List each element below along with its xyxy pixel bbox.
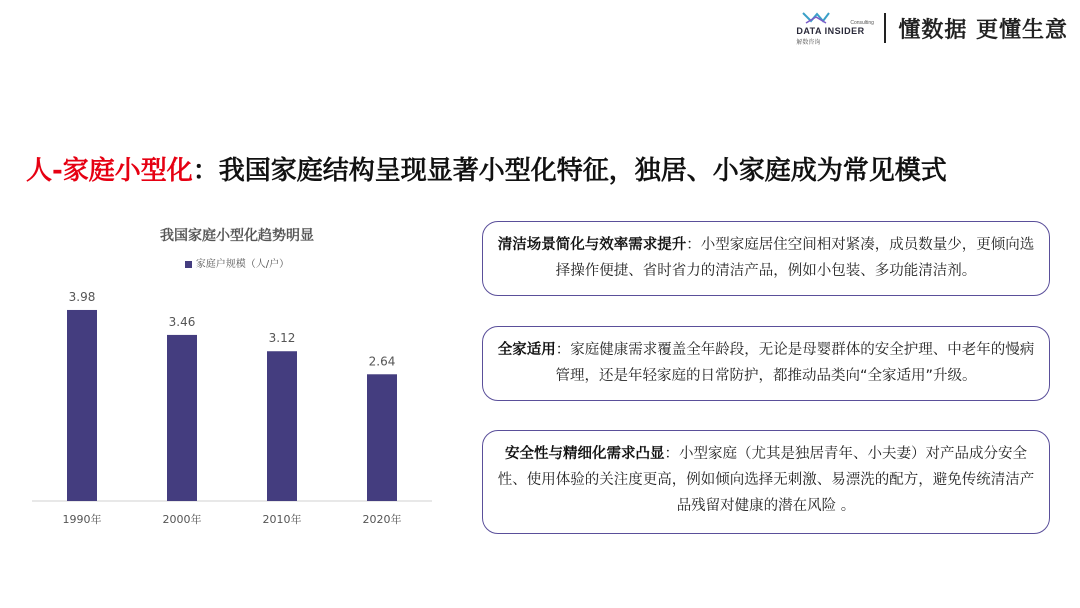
page-headline	[26, 150, 947, 187]
brand-header	[796, 8, 1068, 48]
bar	[167, 335, 197, 501]
headline-text: ：我国家庭结构呈现显著小型化特征，独居、小家庭成为常见模式	[192, 156, 947, 186]
x-tick-label: 2020年	[362, 513, 402, 526]
bar-chart	[32, 215, 442, 535]
bar-value-label: 2.64	[368, 354, 396, 369]
chart-title: 我国家庭小型化趋势明显	[160, 228, 314, 244]
logo-mark-icon	[802, 11, 830, 25]
chart-plot-area	[32, 215, 442, 535]
x-tick-label: 2000年	[162, 513, 202, 526]
card-body: ：家庭健康需求覆盖全年龄段，无论是母婴群体的安全护理、中老年的慢病管理，还是年轻家庭的日常防护，都推动品类向“全家适用”升级。	[555, 342, 1035, 384]
logo-subtext: 解数咨询	[796, 39, 821, 46]
bar-value-label: 3.98	[68, 289, 96, 304]
bar	[267, 351, 297, 501]
card-body: ：小型家庭（尤其是独居青年、小夫妻）对产品成分安全性、使用体验的关注度更高，例如倾向选择无刺激、易漂洗的配方，避免传统清洁产品残留对健康的潜在风险 。	[497, 446, 1035, 514]
x-tick-label: 1990年	[62, 513, 102, 526]
headline-highlight: 人-家庭小型化	[26, 156, 193, 186]
bar	[367, 374, 397, 501]
card-title: 清洁场景简化与效率需求提升	[497, 237, 687, 253]
info-card-cleaning-efficiency	[482, 221, 1050, 296]
logo-consulting-text: Consulting	[850, 20, 874, 26]
logo-text: DATA INSIDER	[796, 26, 865, 36]
x-tick-label: 2010年	[262, 513, 302, 526]
data-insider-logo	[796, 11, 874, 45]
bar-value-label: 3.46	[168, 314, 196, 329]
bar-value-label: 3.12	[268, 331, 296, 346]
info-card-whole-family	[482, 326, 1050, 401]
card-body: ：小型家庭居住空间相对紧凑，成员数量少，更倾向选择操作便捷、省时省力的清洁产品，例如小包装、多功能清洁剂。	[555, 237, 1035, 279]
brand-divider	[884, 13, 886, 43]
info-card-safety	[482, 430, 1050, 534]
slogan: 懂数据 更懂生意	[898, 17, 1068, 43]
bar	[67, 310, 97, 501]
card-title: 全家适用	[497, 342, 556, 358]
legend-label: 家庭户规模（人/户）	[195, 259, 290, 270]
card-title: 安全性与精细化需求凸显	[505, 446, 665, 462]
